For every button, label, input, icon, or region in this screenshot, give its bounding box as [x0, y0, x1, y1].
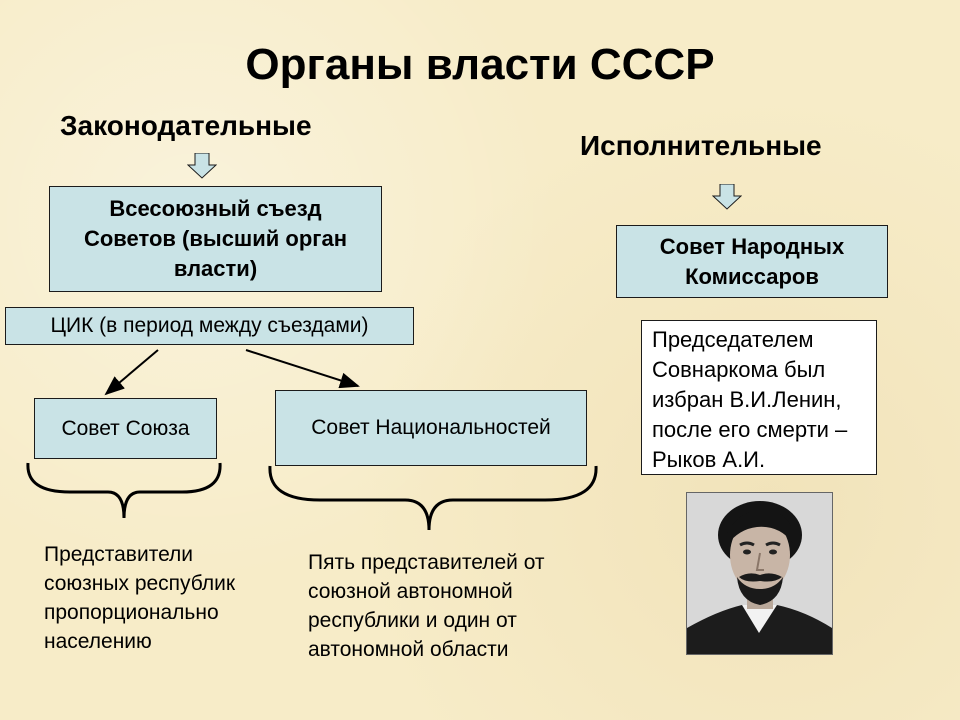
arrow-to-nationalities-council — [246, 350, 358, 386]
union-brace — [28, 463, 220, 518]
nationalities-council-label: Совет Национальностей — [311, 416, 551, 439]
sovnarkom-label: Совет Народных Комиссаров — [659, 233, 845, 289]
union-council-note: Представители союзных республик пропорционально населению — [44, 543, 236, 653]
chair-note-box — [641, 320, 877, 475]
executive-heading: Исполнительные — [580, 130, 822, 161]
portrait-image — [686, 492, 833, 655]
nationalities-brace — [270, 466, 596, 530]
cik-label: ЦИК (в период между съездами) — [50, 314, 369, 337]
chair-note: Председателем Совнаркома был избран В.И.Ленин, после его смерти – Рыков А.И. — [652, 327, 848, 472]
page-title: Органы власти СССР — [245, 40, 715, 89]
nationalities-council-note: Пять представителей от союзной автономной республики и один от автономной области — [308, 551, 545, 661]
union-council-label: Совет Союза — [61, 416, 190, 440]
sovnarkom-box — [616, 225, 888, 298]
congress-label: Всесоюзный съезд Советов (высший орган власти) — [83, 196, 347, 281]
arrow-to-union-council — [106, 350, 158, 394]
legislative-heading: Законодательные — [60, 110, 312, 141]
